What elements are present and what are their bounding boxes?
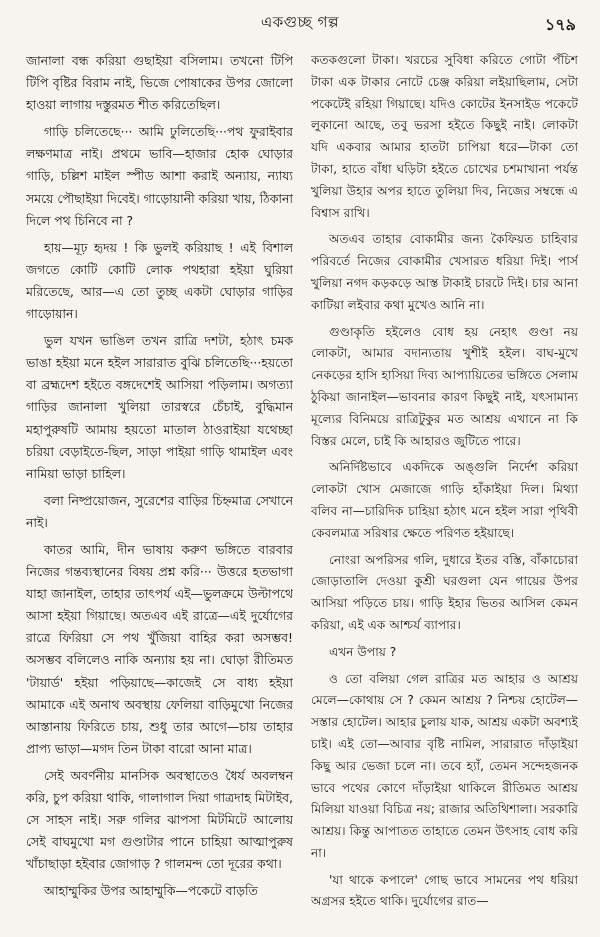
paragraph: আহাম্মুকির উপর আহাম্মুকি—পকেটে বাড়তি [44, 883, 258, 899]
paragraph: ভুল যখন ভাঙিল তখন রাত্রি দশটা, হঠাৎ চমক ভাঙা হইয়া মনে হইল সারারাত বুঝি চলিতেছি···হয়তো বা ব্রহ্মদেশ হইতে বঙ্গদেশেই আসিয়া পড়িলাম। অগত্যা গাড়ির জানালা খুলিয়া তারস্বরে চেঁচাই, বুদ্ধিমান মহাপুরুষটি আমায় হয়তো মাতাল ঠাওরাইয়া যথেচ্ছা চরিয়া বেড়াইতে-ছিল, সাড়া পাইয়া গাড়ি থামাইল এবং নামিয়া ভাড়া চাহিল। [26, 333, 293, 481]
paragraph: এখন উপায় ? [329, 644, 397, 659]
paragraph: সেই অবর্ণনীয় মানসিক অবস্থাতেও ধৈর্য অবলম্বন করি, চুপ করিয়া থাকি, গালাগাল দিয়া গাত্রদাহ মিটাইব, সে সাহস নাই। সরু গলির ঝাপসা মিটমিটে আলোয় সেই বাঘমুখো মগ গুণ্ডাটার পানে চাহিয়া আত্মাপুরুষ খাঁচাছাড়া হইবার জোগাড় ? গালমন্দ তো দূরের কথা। [26, 767, 293, 872]
paragraph: অতএব তাহার বোকামীর জন্য কৈফিয়ত চাহিবার পরিবর্তে নিজের বোকামীর খেসারত ধরিয়া দিই। পার্স খুলিয়া নগদ কড়কড়ে আস্ত টাকাই চারটে দিই। চার আনা কাটিয়া লইবার কথা মুখেও আনি না। [311, 232, 578, 312]
paragraph: জানালা বন্ধ করিয়া গুছাইয়া বসিলাম। তখনো টিপি টিপি বৃষ্টির বিরাম নাই, ভিজে পোষাকের উপর জোলো হাওয়া লাগায় দস্তুরমত শীত করিতেছিল। [26, 53, 293, 113]
paragraph: বলা নিষ্প্রয়োজন, সুরেশের বাড়ির চিহ্নমাত্র সেখানে নাই। [26, 492, 293, 530]
right-column [311, 50, 578, 929]
paragraph: গুণ্ডাকৃতি হইলেও বোধ হয় নেহাৎ গুণ্ডা নয় লোকটা, আমার বদান্যতায় খুশীই হইল। বাঘ-মুখে নেকড়ের হাসি হাসিয়া দিব্য আপ্যায়িতের ভঙ্গিতে সেলাম ঠুকিয়া জানাইল—ভাবনার কারণ কিছুই নাই, যৎসামান্য মূল্যের বিনিময়ে রাত্রিটুকুর মত আশ্রয় এখানে না কি বিস্তর মেলে, চাই কি আহারও জুটিতে পারে। [311, 324, 578, 448]
paragraph: কাতর আমি, দীন ভাষায় করুণ ভঙ্গিতে বারবার নিজের গন্তব্যস্থানের বিষয় প্রশ্ন করি··· উত্তরে হতভাগা যাহা জানাইল, তাহার তাৎপর্য এই—ভুলক্রমে উল্টাপথে আসা হইয়া গিয়াছে। অতএব এই রাত্রে—এই দুর্যোগের রাত্রে ফিরিয়া সে পথ খুঁজিয়া বাহির করা অসম্ভব! অসম্ভব বলিলেও নাকি অন্যায় হয় না। ঘোড়া রীতিমত 'টায়ার্ড' হইয়া পড়িয়াছে—কাজেই সে বাধ্য হইয়া আমাকে এই অনাথ অবস্থায় ফেলিয়া বাড়িমুখো নিজের আস্তানায় ফিরিতে চায়, শুধু তার আগে—চায় তাহার প্রাপ্য ভাড়া—মগদ তিন টাকা বারো আনা মাত্র। [26, 541, 293, 756]
paragraph: কতকগুলো টাকা। খরচের সুবিধা করিতে গোটা পঁচিশ টাকা এক টাকার নোটে চেঞ্জ করিয়া লইয়াছিলাম, সেটা পকেটেই রহিয়া গিয়াছে। যদিও কোটের ইনসাইড পকেটে লুকানো আছে, তবু ভরসা হইতে কিছুই নাই। লোকটা যদি একবার আমার হাতটা চাপিয়া ধরে—টাকা তো টাকা, হাতে বাঁধা ঘড়িটা হইতে চোখের চশমাখানা পর্যন্ত খুলিয়া উহার অপর হাতে তুলিয়া দিব, নিজের সম্বন্ধে এ বিশ্বাস রাখি। [311, 53, 578, 220]
paragraph: 'যা থাকে কপালে' গোছ ভাবে সামনের পথ ধরিয়া অগ্রসর হইতে থাকি। দুর্যোগের রাত— [311, 872, 578, 909]
paragraph: অনির্দিষ্টভাবে একদিকে অঙ্গুলি নির্দেশ করিয়া লোকটা খোস মেজাজে গাড়ি হাঁকাইয়া দিল। মিথ্যা বলিব না—চারিদিক চাহিয়া হঠাৎ মনে হইল সারা পৃথিবী কেবলমাত্র সরিষার ক্ষেতে পরিণত হইয়াছে। [311, 460, 578, 540]
paragraph: গাড়ি চলিতেছে··· আমি ঢুলিতেছি···পথ ফুরাইবার লক্ষণমাত্র নাই। প্রথমে ভাবি—হাজার হোক ঘোড়ার গাড়ি, চল্লিশ মাইল স্পীড আশা করাই অন্যায়, ন্যায্য সময়ে পৌছাইয়া দিবেই। গাড়োয়ানী করিয়া খায়, ঠিকানা দিলে পথ চিনিবে না ? [26, 124, 293, 228]
running-title: একগুচ্ছ গল্প [260, 12, 340, 31]
paragraph: ও তো বলিয়া গেল রাত্রির মত আহার ও আশ্রয় মেলে—কোথায় সে ? কেমন আশ্রয় ? নিশ্চয় হোটেল—সস্তার হোটেল। আহার চুলায় যাক, আশ্রয় একটা অবশ্যই চাই। এই তো—আবার বৃষ্টি নামিল, সারারাত দাঁড়াইয়া কিছু আর ভেজা চলে না। তবে হ্যাঁ, তেমন সন্দেহজনক ভাবে পথের কোণে দাঁড়াইয়া থাকিলে রীতিমত আশ্রয় মিলিয়া যাওয়া বিচিত্র নয়; রাজার অতিথিশালা। সরকারি আশ্রয়। কিন্তু আপাতত তাহাতে তেমন উৎসাহ বোধ করি না। [311, 671, 578, 860]
left-column [26, 50, 293, 929]
text-columns [26, 50, 578, 929]
paragraph: নোংরা অপরিসর গলি, দুধারে ইতর বস্তি, বাঁকাচোরা জোড়াতালি দেওয়া কুশ্রী ঘরগুলা যেন গায়ের উপর আসিয়া পড়িতে চায়। গাড়ি ইহার ভিতর আসিল কেমন করিয়া, এই এক আশ্চর্য ব্যাপার। [311, 552, 578, 632]
paragraph: হায়—মূঢ় হৃদয় ! কি ভুলই করিয়াছ ! এই বিশাল জগতে কোটি কোটি লোক পথহারা হইয়া ঘুরিয়া মরিতেছে, আর—এ তো তুচ্ছ একটা ঘোড়ার গাড়ির গাড়োয়ান। [26, 239, 293, 322]
page-number: ১৭৯ [544, 15, 576, 34]
page-header [24, 8, 576, 38]
